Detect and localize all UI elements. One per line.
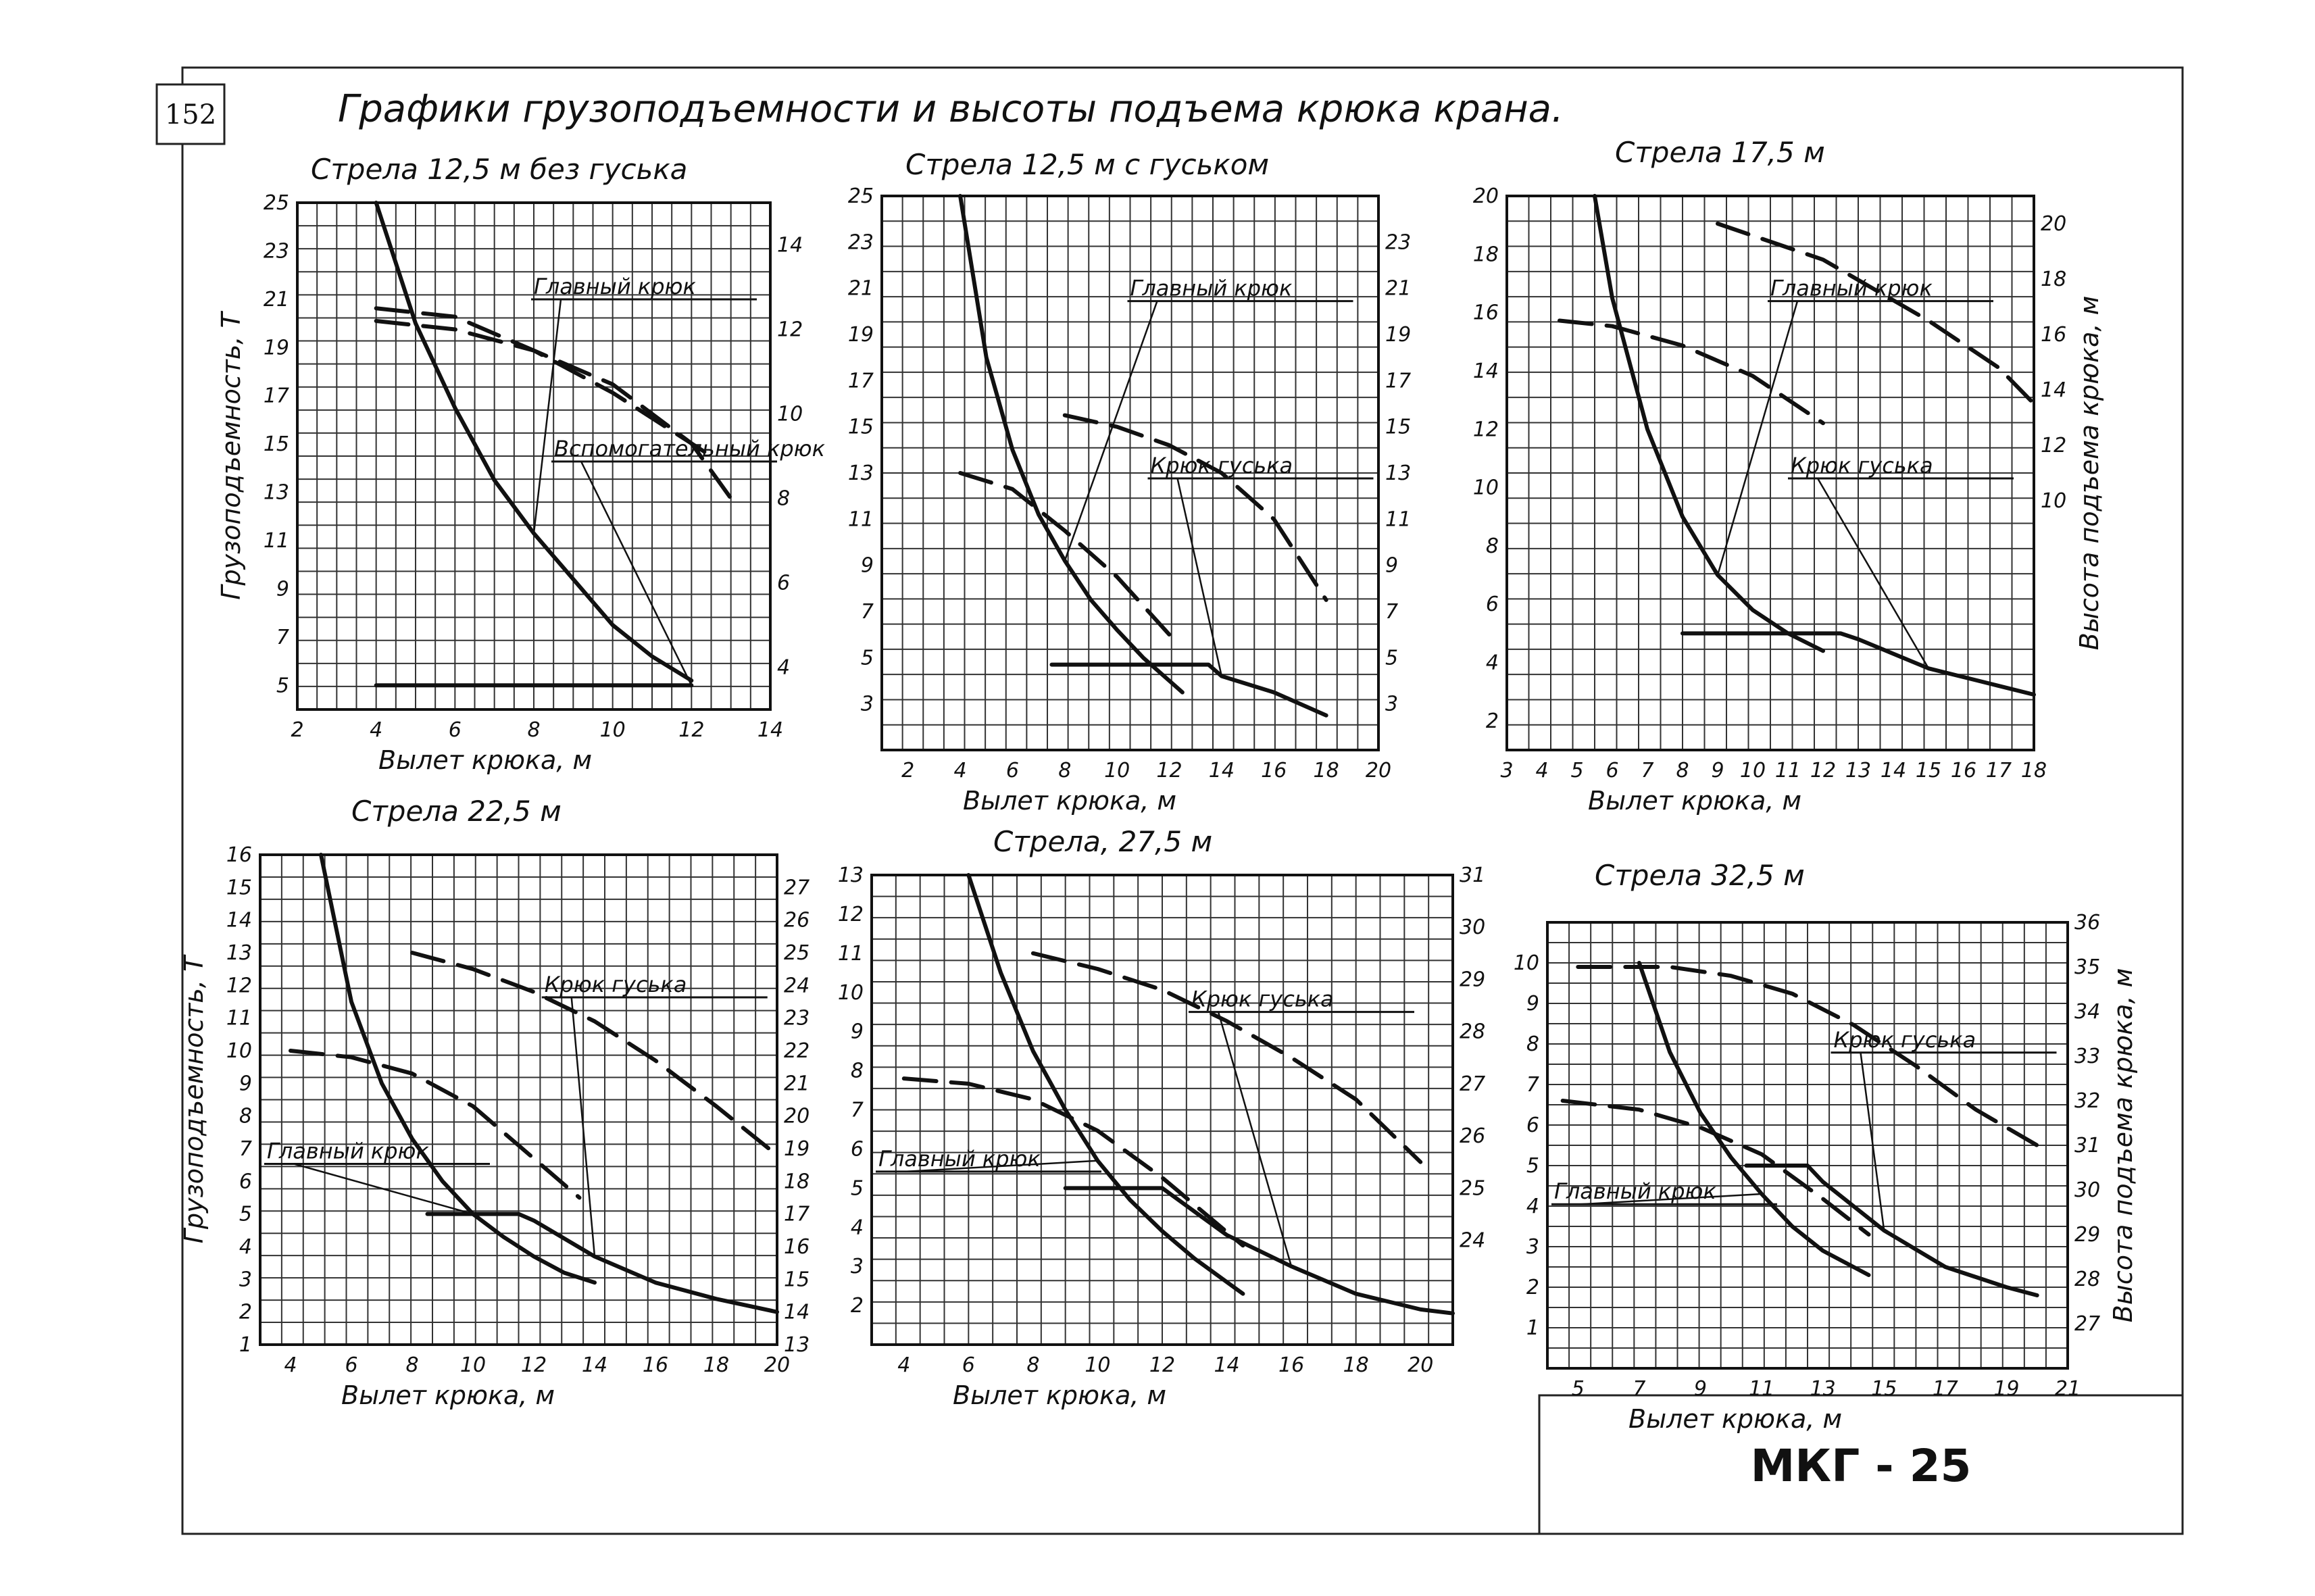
- y2-tick-label: 23: [1385, 230, 1412, 255]
- y2-tick-label: 26: [1460, 1124, 1486, 1149]
- y2-tick-label: 16: [2041, 323, 2067, 347]
- y-tick-label: 7: [239, 1137, 252, 1161]
- y-tick-label: 19: [263, 336, 289, 360]
- y-tick-label: 1: [1526, 1316, 1539, 1340]
- x-tick-label: 10: [599, 718, 626, 742]
- y-tick-label: 10: [1472, 476, 1499, 500]
- y2-tick-label: 21: [784, 1072, 810, 1096]
- x-axis-title: Вылет крюка, м: [963, 786, 1177, 816]
- x-tick-label: 15: [1871, 1377, 1897, 1401]
- y-tick-label: 9: [239, 1072, 252, 1096]
- y-tick-label: 13: [837, 864, 864, 887]
- x-tick-label: 13: [1810, 1377, 1836, 1401]
- y-tick-label: 2: [239, 1300, 252, 1324]
- x-tick-label: 6: [1605, 759, 1619, 782]
- y2-tick-label: 26: [784, 908, 810, 932]
- x-tick-label: 8: [1026, 1353, 1040, 1377]
- y-tick-label: 19: [847, 323, 874, 347]
- chart-3: [1473, 136, 2104, 816]
- y-tick-label: 6: [1526, 1114, 1539, 1137]
- chart-title: Стрела 22,5 м: [351, 795, 562, 828]
- x-tick-label: 14: [1214, 1353, 1240, 1377]
- x-tick-label: 7: [1641, 759, 1654, 782]
- y-tick-label: 4: [850, 1216, 864, 1240]
- annotation-label: Крюк гуська: [1791, 453, 1933, 478]
- x-tick-label: 12: [1810, 759, 1837, 782]
- y-tick-label: 5: [239, 1202, 252, 1226]
- y-tick-label: 2: [1526, 1276, 1539, 1299]
- y2-axis-title: Высота подъема крюка, м: [2074, 295, 2104, 651]
- y-tick-label: 16: [1472, 301, 1499, 325]
- y-tick-label: 5: [860, 646, 874, 670]
- x-tick-label: 8: [1058, 759, 1072, 782]
- x-tick-label: 12: [678, 718, 705, 742]
- y-tick-label: 6: [239, 1170, 252, 1194]
- y2-tick-label: 15: [1385, 415, 1412, 439]
- x-tick-label: 4: [370, 718, 383, 742]
- x-tick-label: 13: [1845, 759, 1872, 782]
- x-tick-label: 20: [1365, 759, 1392, 782]
- series-line-height-main: [960, 473, 1169, 634]
- x-tick-label: 8: [527, 718, 541, 742]
- y-tick-label: 17: [847, 369, 874, 393]
- x-tick-label: 4: [953, 759, 967, 782]
- y-tick-label: 2: [850, 1294, 864, 1318]
- y-tick-label: 6: [850, 1137, 864, 1162]
- y-tick-label: 21: [263, 287, 289, 311]
- y2-tick-label: 30: [1460, 916, 1486, 940]
- y-tick-label: 4: [239, 1235, 252, 1259]
- y2-tick-label: 14: [2041, 378, 2067, 402]
- stamp-label: МКГ - 25: [1750, 1440, 1972, 1492]
- x-tick-label: 16: [642, 1353, 669, 1377]
- y2-tick-label: 13: [1385, 462, 1412, 485]
- chart-grid: [1547, 922, 2068, 1368]
- x-tick-label: 17: [1985, 759, 2012, 782]
- series-line-capacity-main: [968, 875, 1243, 1294]
- x-tick-label: 9: [1711, 759, 1724, 782]
- y-tick-label: 7: [1526, 1073, 1539, 1097]
- y-tick-label: 8: [850, 1059, 864, 1083]
- y2-axis-title: Высота подъема крюка, м: [2108, 968, 2138, 1323]
- chart-title: Стрела 12,5 м с гуськом: [905, 148, 1270, 181]
- x-tick-label: 8: [405, 1353, 419, 1377]
- y-tick-label: 2: [1485, 709, 1499, 733]
- y-tick-label: 12: [226, 974, 252, 998]
- y2-tick-label: 12: [777, 318, 803, 342]
- x-tick-label: 18: [1313, 759, 1339, 782]
- y-tick-label: 6: [1485, 593, 1499, 617]
- y-tick-label: 16: [226, 843, 252, 867]
- x-tick-label: 7: [1633, 1377, 1646, 1401]
- series-line-height-jib: [1718, 224, 2034, 404]
- x-tick-label: 2: [901, 759, 915, 782]
- x-tick-label: 16: [1950, 759, 1977, 782]
- y2-tick-label: 19: [1385, 323, 1412, 347]
- y2-tick-label: 27: [784, 876, 810, 900]
- x-tick-label: 5: [1570, 759, 1584, 782]
- y-tick-label: 21: [847, 276, 874, 301]
- chart-grid: [872, 875, 1453, 1345]
- annotation-label: Крюк гуська: [1150, 453, 1293, 478]
- y2-tick-label: 10: [2041, 489, 2067, 513]
- y-tick-label: 11: [837, 941, 864, 966]
- y2-tick-label: 34: [2074, 1000, 2101, 1024]
- x-tick-label: 10: [459, 1353, 487, 1377]
- y2-tick-label: 17: [784, 1202, 810, 1226]
- x-tick-label: 11: [1748, 1377, 1775, 1401]
- y-tick-label: 1: [239, 1333, 252, 1357]
- y2-tick-label: 4: [777, 655, 791, 680]
- series-line-capacity-main: [321, 855, 595, 1282]
- y-tick-label: 9: [850, 1020, 864, 1044]
- x-tick-label: 18: [1343, 1353, 1369, 1377]
- y-tick-label: 13: [226, 941, 252, 965]
- y2-tick-label: 9: [1385, 553, 1399, 578]
- y2-tick-label: 31: [2074, 1134, 2101, 1157]
- y-tick-label: 23: [263, 239, 289, 264]
- y2-tick-label: 15: [784, 1268, 810, 1292]
- y2-tick-label: 28: [1460, 1020, 1486, 1044]
- x-tick-label: 14: [1208, 759, 1235, 782]
- y2-tick-label: 20: [784, 1104, 810, 1128]
- y-tick-label: 7: [850, 1098, 864, 1122]
- y2-tick-label: 36: [2074, 911, 2101, 934]
- series-line-capacity-jib: [1746, 1166, 2037, 1295]
- y-tick-label: 11: [226, 1006, 252, 1030]
- y2-tick-label: 13: [784, 1333, 810, 1357]
- y-tick-label: 20: [1472, 184, 1499, 208]
- x-axis-title: Вылет крюка, м: [1628, 1404, 1843, 1434]
- y-tick-label: 23: [847, 230, 874, 255]
- y2-tick-label: 27: [2074, 1312, 2101, 1336]
- y-tick-label: 13: [263, 480, 289, 505]
- x-tick-label: 18: [703, 1353, 730, 1377]
- y2-tick-label: 10: [777, 402, 803, 426]
- chart-title: Стрела, 27,5 м: [993, 825, 1213, 858]
- y2-tick-label: 35: [2074, 955, 2101, 979]
- y-tick-label: 25: [847, 184, 874, 208]
- y2-tick-label: 25: [1460, 1176, 1486, 1201]
- annotation-leader: [581, 462, 691, 685]
- x-axis-title: Вылет крюка, м: [341, 1380, 555, 1410]
- y2-tick-label: 22: [784, 1039, 810, 1063]
- annotation-label: Главный крюк: [1770, 275, 1933, 301]
- y2-tick-label: 12: [2041, 434, 2067, 457]
- x-tick-label: 16: [1278, 1353, 1305, 1377]
- y-tick-label: 13: [847, 462, 874, 485]
- x-tick-label: 6: [345, 1353, 358, 1377]
- y2-tick-label: 18: [784, 1170, 810, 1194]
- y-tick-label: 10: [226, 1039, 252, 1063]
- annotation-label: Главный крюк: [878, 1145, 1041, 1172]
- y-tick-label: 5: [1526, 1154, 1539, 1178]
- series-line-height-main: [1563, 1101, 1869, 1235]
- annotation-leader: [1065, 301, 1158, 561]
- y-tick-label: 3: [860, 692, 874, 716]
- x-tick-label: 4: [897, 1353, 911, 1377]
- y2-tick-label: 32: [2074, 1089, 2101, 1113]
- chart-6: [1514, 859, 2138, 1434]
- y-tick-label: 7: [860, 600, 874, 624]
- chart-title: Стрела 17,5 м: [1615, 136, 1825, 169]
- annotation-label: Главный крюк: [1130, 275, 1293, 301]
- y2-tick-label: 30: [2074, 1178, 2101, 1202]
- y2-tick-label: 29: [2074, 1223, 2101, 1247]
- y-tick-label: 25: [263, 191, 289, 215]
- x-tick-label: 20: [1408, 1353, 1434, 1377]
- y-tick-label: 12: [837, 902, 864, 926]
- chart-5: [838, 825, 1485, 1410]
- x-tick-label: 14: [1880, 759, 1907, 782]
- x-tick-label: 5: [1571, 1377, 1585, 1401]
- chart-1: [216, 153, 826, 775]
- y-tick-label: 10: [837, 980, 864, 1005]
- y-tick-label: 4: [1526, 1195, 1539, 1218]
- x-tick-label: 4: [1535, 759, 1549, 782]
- x-tick-label: 12: [1149, 1353, 1176, 1377]
- series-line-capacity-main: [1595, 196, 1823, 651]
- x-tick-label: 11: [1774, 759, 1801, 782]
- x-axis-title: Вылет крюка, м: [953, 1380, 1167, 1410]
- annotation-label: Главный крюк: [534, 274, 696, 299]
- x-tick-label: 9: [1693, 1377, 1708, 1401]
- x-tick-label: 19: [1993, 1377, 2020, 1401]
- x-tick-label: 15: [1915, 759, 1942, 782]
- annotation-label: Главный крюк: [1554, 1178, 1716, 1205]
- x-tick-label: 10: [1104, 759, 1130, 782]
- y-tick-label: 11: [263, 529, 289, 553]
- x-tick-label: 8: [1676, 759, 1689, 782]
- y2-tick-label: 33: [2074, 1045, 2101, 1068]
- x-tick-label: 14: [757, 718, 784, 742]
- annotation-label: Крюк гуська: [544, 972, 687, 997]
- y-tick-label: 14: [1472, 359, 1499, 383]
- series-line-capacity-jib: [428, 1214, 778, 1312]
- x-tick-label: 21: [2054, 1377, 2081, 1401]
- chart-2: [848, 148, 1411, 816]
- x-tick-label: 3: [1500, 759, 1514, 782]
- y2-tick-label: 23: [784, 1006, 810, 1030]
- y-tick-label: 18: [1472, 243, 1499, 267]
- y-tick-label: 3: [239, 1268, 252, 1292]
- series-line-capacity-jib: [1051, 665, 1326, 716]
- y-tick-label: 4: [1485, 651, 1499, 675]
- y2-tick-label: 21: [1385, 276, 1412, 301]
- x-tick-label: 16: [1261, 759, 1287, 782]
- y-tick-label: 8: [1485, 534, 1499, 558]
- x-tick-label: 4: [284, 1353, 297, 1377]
- annotation-label: Крюк гуська: [1191, 986, 1334, 1012]
- y-tick-label: 15: [847, 415, 874, 439]
- y2-tick-label: 29: [1460, 968, 1486, 992]
- x-tick-label: 6: [448, 718, 462, 742]
- y-tick-label: 15: [263, 432, 289, 457]
- y2-tick-label: 28: [2074, 1268, 2101, 1291]
- x-tick-label: 6: [1005, 759, 1019, 782]
- y2-tick-label: 27: [1460, 1072, 1486, 1096]
- y-tick-label: 14: [226, 908, 252, 932]
- y2-tick-label: 19: [784, 1137, 810, 1161]
- y-tick-label: 3: [850, 1255, 864, 1279]
- y-tick-label: 8: [1526, 1032, 1539, 1056]
- y-tick-label: 9: [1526, 992, 1539, 1016]
- annotation-leader: [534, 299, 561, 533]
- y-tick-label: 5: [276, 674, 289, 698]
- y-tick-label: 3: [1526, 1235, 1539, 1259]
- y2-tick-label: 8: [777, 487, 791, 511]
- y2-tick-label: 11: [1385, 507, 1412, 532]
- x-tick-label: 12: [1156, 759, 1183, 782]
- x-axis-title: Вылет крюка, м: [378, 745, 593, 775]
- y2-tick-label: 17: [1385, 369, 1412, 393]
- y2-tick-label: 24: [784, 974, 810, 998]
- y2-tick-label: 24: [1460, 1228, 1486, 1253]
- y-tick-label: 8: [239, 1104, 252, 1128]
- annotation-label: Главный крюк: [267, 1138, 429, 1164]
- y2-tick-label: 6: [777, 571, 791, 595]
- x-axis-title: Вылет крюка, м: [1588, 786, 1802, 816]
- page-number: 152: [164, 99, 217, 130]
- y2-tick-label: 14: [784, 1300, 810, 1324]
- x-tick-label: 14: [581, 1353, 608, 1377]
- x-tick-label: 10: [1739, 759, 1766, 782]
- y-tick-label: 9: [276, 577, 289, 601]
- x-tick-label: 10: [1085, 1353, 1111, 1377]
- charts-layer: [179, 136, 2138, 1434]
- y-axis-title: Грузоподъемность, Т: [179, 955, 209, 1244]
- x-tick-label: 6: [962, 1353, 975, 1377]
- y2-tick-label: 18: [2041, 268, 2067, 291]
- y-tick-label: 5: [850, 1176, 864, 1201]
- series-line-capacity-main: [960, 196, 1183, 693]
- series-line-height-main: [376, 308, 712, 456]
- y2-tick-label: 5: [1385, 646, 1399, 670]
- y-tick-label: 10: [1513, 951, 1539, 975]
- chart-title: Стрела 32,5 м: [1595, 859, 1805, 892]
- y-tick-label: 9: [860, 553, 874, 578]
- chart-4: [179, 795, 810, 1410]
- y-tick-label: 12: [1472, 418, 1499, 442]
- annotation-label: Вспомогательный крюк: [554, 436, 825, 462]
- y-tick-label: 11: [847, 507, 874, 532]
- x-tick-label: 2: [291, 718, 304, 742]
- annotation-label: Крюк гуська: [1833, 1026, 1976, 1053]
- x-tick-label: 18: [2020, 759, 2047, 782]
- y2-tick-label: 7: [1385, 600, 1399, 624]
- y2-tick-label: 20: [2041, 212, 2067, 236]
- x-tick-label: 20: [764, 1353, 791, 1377]
- y2-tick-label: 31: [1460, 864, 1486, 887]
- y-axis-title: Грузоподъемность, Т: [216, 312, 246, 600]
- x-tick-label: 17: [1932, 1377, 1958, 1401]
- y2-tick-label: 16: [784, 1235, 810, 1259]
- y-tick-label: 7: [276, 625, 289, 649]
- annotation-leader: [1178, 478, 1222, 676]
- annotation-leader: [1718, 301, 1797, 575]
- x-tick-label: 12: [520, 1353, 547, 1377]
- chart-title: Стрела 12,5 м без гуська: [311, 153, 688, 186]
- y2-tick-label: 3: [1385, 692, 1399, 716]
- y2-tick-label: 25: [784, 941, 810, 965]
- y2-tick-label: 14: [777, 233, 803, 257]
- series-line-height-jib: [1065, 416, 1326, 600]
- page-title: Графики грузоподъемности и высоты подъема крюка крана.: [338, 87, 1564, 131]
- y-tick-label: 15: [226, 876, 252, 900]
- y-tick-label: 17: [263, 384, 289, 408]
